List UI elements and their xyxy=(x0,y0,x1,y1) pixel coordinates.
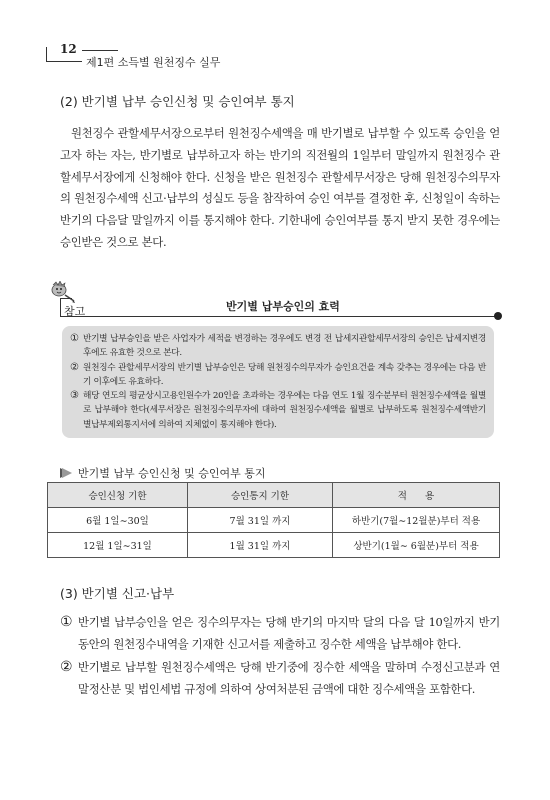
section-3-list xyxy=(60,612,500,702)
header-rule-bottom xyxy=(46,61,82,62)
header-rule-top xyxy=(82,50,118,51)
section-2-paragraph: 원천징수 관할세무서장으로부터 원천징수세액을 매 반기별로 납부할 수 있도록 승인을 얻고자 하는 자는, 반기별로 납부하고자 하는 반기의 직전월의 1일부터 말일까지 원천징수 관할세무서장에게 신청해야 한다. 신청을 받은 원천징수 관할세무서장은 당해 원천징수의무자의 원천징수세액 신고·납부의 성실도 등을 참작하여 승인 여부를 결정한 후, 신청일이 속하는 반기의 다음달 말일까지 이를 통지해야 한다. 기한내에 승인여부를 통지 받지 못한 경우에는 승인받은 것으로 본다. xyxy=(60,126,500,249)
table-header-cell: 승인통지 기한 xyxy=(188,483,333,508)
table-cell: 상반기(1월∼ 6월분)부터 적용 xyxy=(333,533,500,558)
table-header-cell: 적 용 xyxy=(333,483,500,508)
table-header-cell: 승인신청 기한 xyxy=(48,483,188,508)
note-item xyxy=(70,389,486,432)
note-item-text: 반기별 납부승인을 받은 사업자가 세적을 변경하는 경우에도 변경 전 납세지관할세무서장의 승인은 납세지변경 후에도 유효한 것으로 본다. xyxy=(83,334,486,359)
note-item xyxy=(70,332,486,361)
table-row xyxy=(48,508,500,533)
section-3-heading: (3) 반기별 신고·납부 xyxy=(60,586,175,601)
list-item-number: ② xyxy=(60,659,73,675)
note-item-text: 해당 연도의 평균상시고용인원수가 20인을 초과하는 경우에는 다음 연도 1월 징수분부터 원천징수세액을 월별로 납부해야 한다(세무서장은 원천징수의무자에 대하여 원천징수세액을 월별로 납부하도록 원천징수세액반기별납부제외통지서에 의하여 지체없이 통지해야 한다). xyxy=(83,391,486,430)
note-item-number: ① xyxy=(70,333,79,344)
list-item-text: 반기별 납부승인을 얻은 징수의무자는 당해 반기의 마지막 달의 다음 달 10일까지 반기 동안의 원천징수내역을 기재한 신고서를 제출하고 징수한 세액을 납부해야 한다. xyxy=(78,615,500,651)
note-item-number: ② xyxy=(70,361,79,373)
note-item xyxy=(70,361,486,390)
table-row xyxy=(48,533,500,558)
header-bracket xyxy=(46,47,54,62)
schedule-table xyxy=(47,482,500,558)
list-item-number: ① xyxy=(60,614,73,630)
note-box xyxy=(62,326,494,438)
note-item-number: ③ xyxy=(70,390,79,402)
arrow-right-icon xyxy=(62,468,72,478)
section-2-heading: (2) 반기별 납부 승인신청 및 승인여부 통지 xyxy=(60,94,295,109)
page-number: 12 xyxy=(60,42,77,56)
table-header-row xyxy=(48,483,500,508)
note-item-text: 원천징수 관할세무서장의 반기별 납부승인은 당해 원천징수의무자가 승인요건을 계속 갖추는 경우에는 다음 반기 이후에도 유효하다. xyxy=(83,362,486,387)
chapter-title: 제1편 소득별 원천징수 실무 xyxy=(86,56,221,69)
note-label: 참고 xyxy=(64,305,86,318)
note-title: 반기별 납부승인의 효력 xyxy=(226,300,340,313)
note-rule xyxy=(60,316,498,317)
list-item-text: 반기별로 납부할 원천징수세액은 당해 반기중에 징수한 세액을 말하며 수정신고분과 연말정산분 및 법인세법 규정에 의하여 상여처분된 금액에 대한 징수세액을 포함한다. xyxy=(78,660,500,696)
table-cell: 하반기(7월∼12월분)부터 적용 xyxy=(333,508,500,533)
table-title xyxy=(60,465,266,481)
table-cell: 6월 1일∼30일 xyxy=(48,508,188,533)
table-cell: 7월 31일 까지 xyxy=(188,508,333,533)
table-title-text: 반기별 납부 승인신청 및 승인여부 통지 xyxy=(78,467,266,480)
note-rule-end-dot xyxy=(494,312,502,320)
table-cell: 12월 1일∼31일 xyxy=(48,533,188,558)
table-cell: 1월 31일 까지 xyxy=(188,533,333,558)
list-item xyxy=(60,657,500,700)
list-item xyxy=(60,612,500,655)
